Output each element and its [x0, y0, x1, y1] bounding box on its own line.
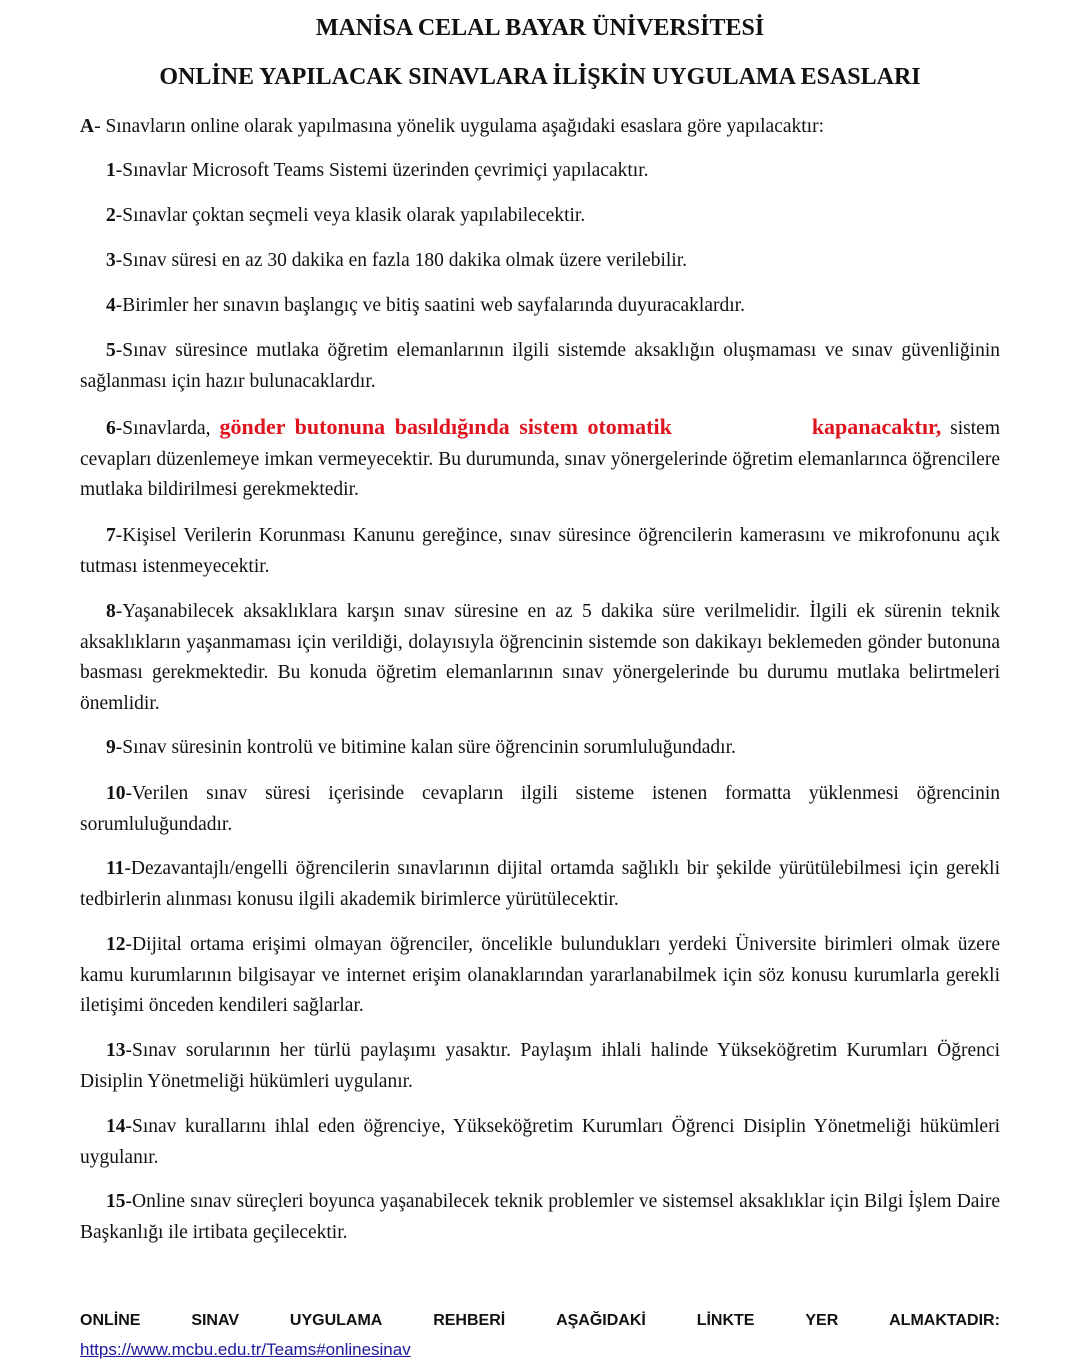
- rule-number: 10: [106, 783, 126, 804]
- notice-word: ONLİNE: [80, 1312, 141, 1329]
- rule-text: -Online sınav süreçleri boyunca yaşanabilecek teknik problemler ve sistemsel aksaklıklar için Bilgi İşlem Daire Başkanlığı ile irtibata geçilecektir.: [80, 1191, 1000, 1243]
- notice-word: YER: [805, 1312, 839, 1329]
- rule-item-15: [80, 1187, 1000, 1248]
- notice-word: UYGULAMA: [289, 1312, 383, 1329]
- guide-notice: [80, 1309, 1000, 1333]
- rule-item-14: [80, 1112, 1000, 1173]
- rule-number: 8: [106, 601, 116, 622]
- rule-text: -Dijital ortama erişimi olmayan öğrenciler, öncelikle bulundukları yerdeki Üniversite birimleri olmak üzere kamu kurumlarının bilgisayar ve internet erişim olanaklarından yararlanabilmek için söz konusu kurumlarla gerekli iletişimi önceden kendileri sağlarlar.: [80, 934, 1000, 1016]
- notice-word: ALMAKTADIR:: [889, 1312, 1000, 1329]
- rule-item-13: [80, 1036, 1000, 1097]
- rule-item-5: [80, 336, 1000, 397]
- rule-number: 6: [106, 418, 116, 439]
- online-exam-guide-link[interactable]: https://www.mcbu.edu.tr/Teams#onlinesinav: [80, 1340, 411, 1359]
- rule-text: -Yaşanabilecek aksaklıklara karşın sınav süresine en az 5 dakika süre verilmelidir. İlgili ek sürenin teknik aksaklıkların yaşanmaması için verildiği, dolayısıyla öğrencinin sistemde son dakikayı beklemeden gönder butonuna basması gerekmektedir. Bu konuda öğretim elemanlarının sınav yönergelerinde bu durumu mutlaka belirtmeleri önemlidir.: [80, 601, 1000, 714]
- rule-item-9: [80, 733, 1000, 764]
- rule-text: -Sınavlar Microsoft Teams Sistemi üzerinden çevrimiçi yapılacaktır.: [115, 160, 649, 181]
- rule-text: sistem cevapları düzenlemeye imkan vermeyecektir. Bu durumunda, sınav yönergelerinde öğretim elemanlarınca öğrencilere mutlaka bildirilmesi gerekmektedir.: [80, 418, 1000, 500]
- rule-text: -Kişisel Verilerin Korunması Kanunu gereğince, sınav süresince öğrencilerin kamerasını ve mikrofonunu açık tutması istenmeyecektir.: [80, 525, 1000, 577]
- rule-item-10: [80, 779, 1000, 840]
- rule-number: 3: [106, 250, 116, 271]
- highlighted-warning-end: kapanacaktır,: [811, 414, 942, 439]
- rule-item-2: [80, 201, 1000, 232]
- rule-text: -Verilen sınav süresi içerisinde cevapların ilgili sisteme istenen formatta yüklenmesi öğrencinin sorumluluğundadır.: [80, 783, 1000, 835]
- rule-text: -Sınav sorularının her türlü paylaşımı yasaktır. Paylaşım ihlali halinde Yükseköğretim Kurumları Öğrenci Disiplin Yönetmeliği hükümleri uygulanır.: [80, 1040, 1000, 1092]
- rule-item-12: [80, 930, 1000, 1022]
- rule-item-4: [80, 291, 1000, 322]
- rule-number: 11: [106, 858, 125, 879]
- rule-number: 1: [106, 160, 116, 181]
- section-marker: A: [80, 116, 95, 137]
- rule-number: 15: [106, 1191, 126, 1212]
- highlighted-warning: gönder butonuna basıldığında sistem otomatik: [219, 414, 672, 439]
- rule-item-8: [80, 597, 1000, 719]
- rule-text: -Sınav süresi en az 30 dakika en fazla 180 dakika olmak üzere verilebilir.: [115, 250, 687, 271]
- intro-paragraph: [80, 114, 1000, 140]
- rule-number: 9: [106, 737, 116, 758]
- rule-item-3: [80, 246, 1000, 277]
- rule-number: 7: [106, 525, 116, 546]
- intro-text: - Sınavların online olarak yapılmasına yönelik uygulama aşağıdaki esaslara göre yapılacaktır:: [94, 116, 825, 137]
- rule-text: -Sınav süresince mutlaka öğretim elemanlarının ilgili sistemde aksaklığın oluşmaması ve sınav güvenliğinin sağlanması için hazır bulunacaklardır.: [80, 340, 1000, 392]
- rule-item-6: [80, 412, 1000, 506]
- notice-word: SINAV: [191, 1312, 240, 1329]
- rule-text: -Sınavlarda,: [115, 418, 220, 439]
- rule-text: -Dezavantajlı/engelli öğrencilerin sınavlarının dijital ortamda sağlıklı bir şekilde yürütülebilmesi için gerekli tedbirlerin alınması konusu ilgili akademik birimlerce yürütülecektir.: [80, 858, 1000, 910]
- notice-word: LİNKTE: [696, 1312, 755, 1329]
- rule-number: 14: [106, 1116, 126, 1137]
- rule-number: 2: [106, 205, 116, 226]
- notice-word: AŞAĞIDAKİ: [556, 1312, 646, 1329]
- rule-number: 12: [106, 934, 126, 955]
- rule-text: -Birimler her sınavın başlangıç ve bitiş saatini web sayfalarında duyuracaklardır.: [115, 295, 745, 316]
- rule-text: -Sınavlar çoktan seçmeli veya klasik olarak yapılabilecektir.: [115, 205, 586, 226]
- document-title: MANİSA CELAL BAYAR ÜNİVERSİTESİ: [315, 15, 765, 41]
- rule-item-7: [80, 521, 1000, 582]
- document-subtitle: ONLİNE YAPILACAK SINAVLARA İLİŞKİN UYGULAMA ESASLARI: [159, 64, 921, 90]
- rule-item-1: [80, 156, 1000, 187]
- rule-number: 5: [106, 340, 116, 361]
- rule-text: -Sınav kurallarını ihlal eden öğrenciye, Yükseköğretim Kurumları Öğrenci Disiplin Yönetmeliği hükümleri uygulanır.: [80, 1116, 1000, 1168]
- notice-word: REHBERİ: [433, 1312, 506, 1329]
- rule-item-11: [80, 854, 1000, 915]
- rule-text: -Sınav süresinin kontrolü ve bitimine kalan süre öğrencinin sorumluluğundadır.: [115, 737, 736, 758]
- rule-number: 4: [106, 295, 116, 316]
- rule-number: 13: [106, 1040, 126, 1061]
